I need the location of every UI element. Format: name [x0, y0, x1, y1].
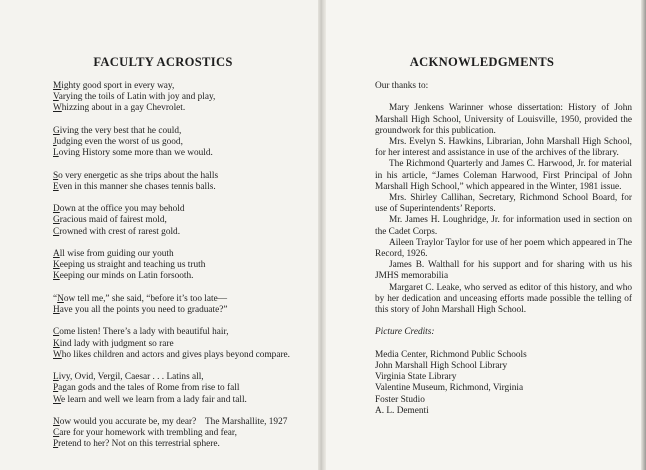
poem-stanza [53, 171, 313, 193]
picture-credit-item: A. L. Dementi [375, 405, 429, 416]
picture-credit-item: Valentine Museum, Richmond, Virginia [375, 383, 524, 394]
poem-line-text: retend to her? Not on this terrestrial sphere. [58, 439, 220, 450]
acrostic-initial: W [53, 394, 62, 405]
book-gutter [318, 0, 326, 470]
acrostic-initial: L [53, 148, 59, 159]
poem-line [53, 327, 313, 338]
poem-stanza [53, 372, 313, 406]
acrostic-initial: P [53, 383, 59, 394]
acrostic-initial: M [53, 81, 62, 91]
poem-line [53, 148, 313, 159]
acknowledgments-intro: Our thanks to: [375, 81, 429, 91]
poem-line [53, 428, 313, 439]
acknowledgment-entry: Mary Jenkens Warinner whose dissertation: History of John Marshall High School, University of Louisville, 1950, provided the groundwork for this publication. [375, 103, 632, 136]
page-edge [641, 0, 646, 470]
poem-line [53, 81, 313, 92]
acrostic-initial: C [53, 226, 60, 237]
poem-line-quote: “ [53, 293, 58, 304]
poem-line-text: eeping our minds on Latin forsooth. [59, 271, 194, 282]
acknowledgment-entry: Aileen Traylor Taylor for use of her poem which appeared in The Record, 1926. [375, 237, 632, 260]
acrostic-initial: S [53, 170, 59, 181]
poem-line-text: ven in this manner she chases tennis balls. [58, 181, 216, 192]
acrostic-initial: N [53, 416, 60, 427]
poem-line [53, 305, 313, 316]
poem-line-text: own at the office you may behold [59, 204, 185, 215]
poem-line-text: iving the very best that he could, [59, 125, 182, 136]
acknowledgments-body [375, 81, 632, 417]
poem-line-text: are for your homework with trembling and fear, [59, 428, 237, 439]
poem-stanza [53, 249, 313, 283]
poem-line [53, 227, 313, 238]
acrostic-initial: W [53, 103, 62, 114]
acrostic-initial: V [53, 92, 59, 103]
picture-credit-item: John Marshall High School Library [375, 361, 508, 372]
acrostic-initial: J [53, 137, 57, 147]
poem-line-text: ho likes children and actors and gives plays beyond compare. [61, 349, 291, 360]
poem-line-text: ighty good sport in every way, [61, 81, 175, 91]
acknowledgment-entry: Mrs. Evelyn S. Hawkins, Librarian, John Marshall High School, for her interest and assistance in use of the archives of the library. [375, 137, 632, 159]
acrostic-initial: N [57, 293, 64, 304]
poem-line-text: eeping us straight and teaching us truth [59, 260, 206, 271]
poem-line [53, 383, 313, 394]
poem-line-text: ow would you accurate be, my dear? [59, 416, 197, 427]
poem-line [53, 92, 313, 103]
poem-line [53, 439, 313, 450]
poem-line [53, 271, 313, 282]
poem-line [53, 395, 313, 406]
poem-stanza [53, 294, 313, 316]
poem-line-text: racious maid of fairest mold, [59, 215, 167, 226]
poem-stanza [53, 204, 313, 238]
poem-line [53, 260, 313, 271]
poem-line-text: oving History some more than we would. [58, 148, 213, 159]
acknowledgment-entry: Margaret C. Leake, who served as editor of this history, and who by her dedication and unceasing efforts made possible the telling of this story of John Marshall High School. [375, 282, 632, 316]
acrostic-initial: L [53, 372, 59, 383]
acrostic-initial: C [53, 327, 60, 338]
poem-line [53, 137, 313, 148]
poem-line-text: ome listen! There’s a lady with beautiful hair, [59, 327, 229, 338]
page-title-faculty-acrostics: FACULTY ACROSTICS [93, 55, 233, 69]
poem-line-text: ind lady with judgment so rare [59, 338, 174, 349]
poem-line-text: e learn and well we learn from a lady fair and tall. [61, 394, 247, 405]
poem-line [53, 294, 313, 305]
poem-line-text: ivy, Ovid, Vergil, Caesar . . . Latins all, [58, 372, 204, 383]
picture-credits-list [375, 350, 632, 417]
poem-line [53, 350, 313, 361]
acrostic-initial: E [53, 181, 59, 192]
right-page [324, 0, 646, 470]
page-title-acknowledgments: ACKNOWLEDGMENTS [409, 55, 555, 69]
picture-credit-item: Virginia State Library [375, 372, 457, 383]
acrostic-initial: K [53, 271, 60, 282]
picture-credits [375, 327, 632, 417]
poem-line [53, 339, 313, 350]
picture-credits-heading: Picture Credits: [375, 327, 435, 338]
poem-line-text: o very energetic as she trips about the halls [58, 170, 219, 181]
poem-line [53, 215, 313, 226]
poem-line [53, 204, 313, 215]
acrostic-initial: G [53, 125, 60, 136]
acrostic-initial: H [53, 304, 60, 315]
acknowledgment-entries [375, 103, 632, 316]
poem-line [53, 171, 313, 182]
acrostic-initial: D [53, 204, 60, 215]
left-page [0, 0, 322, 470]
poem-line-text: agan gods and the tales of Rome from rise to fall [58, 383, 240, 394]
acrostic-initial: W [53, 349, 62, 360]
poem-line-text: arying the toils of Latin with joy and play, [58, 92, 216, 103]
poem-line [53, 182, 313, 193]
poem-line-text: ow tell me,” she said, “before it’s too late— [63, 293, 228, 304]
poem-line-text: rowned with crest of rarest gold. [59, 226, 181, 237]
poem-attribution: The Marshallite, 1927 [205, 417, 288, 427]
picture-credit-item: Foster Studio [375, 394, 425, 405]
acrostic-initial: A [53, 248, 60, 259]
acknowledgment-entry: Mr. James H. Loughridge, Jr. for information used in section on the Cadet Corps. [375, 215, 632, 237]
acrostic-initial: G [53, 215, 60, 226]
poem-stanza [53, 81, 313, 115]
acknowledgment-entry: James B. Walthall for his support and for sharing with us his JMHS memorabilia [375, 260, 632, 282]
acrostic-initial: C [53, 428, 60, 439]
poem-stanza [53, 327, 313, 361]
poem-line [53, 126, 313, 137]
acrostic-poem [53, 81, 313, 451]
picture-credit-item: Media Center, Richmond Public Schools [375, 349, 527, 360]
acrostic-initial: K [53, 338, 60, 349]
acknowledgment-entry: Mrs. Shirley Callihan, Secretary, Richmond School Board, for use of Superintendents’ Reports. [375, 193, 632, 215]
acrostic-initial: P [53, 439, 59, 450]
poem-stanza [53, 126, 313, 160]
poem-line-text: hizzing about in a gay Chevrolet. [61, 103, 186, 114]
poem-line-text: udging even the worst of us good, [56, 137, 183, 147]
poem-line [53, 103, 313, 114]
poem-line [53, 249, 313, 260]
poem-line-text: ll wise from guiding our youth [59, 248, 174, 259]
acrostic-initial: K [53, 260, 60, 271]
acknowledgment-entry: The Richmond Quarterly and James C. Harwood, Jr. for material in his article, “James Coleman Harwood, First Principal of John Marshall High School,” which appeared in the Winter, 1981 issue. [375, 159, 632, 192]
poem-line [53, 372, 313, 383]
poem-line-text: ave you all the points you need to graduate?” [59, 304, 228, 315]
